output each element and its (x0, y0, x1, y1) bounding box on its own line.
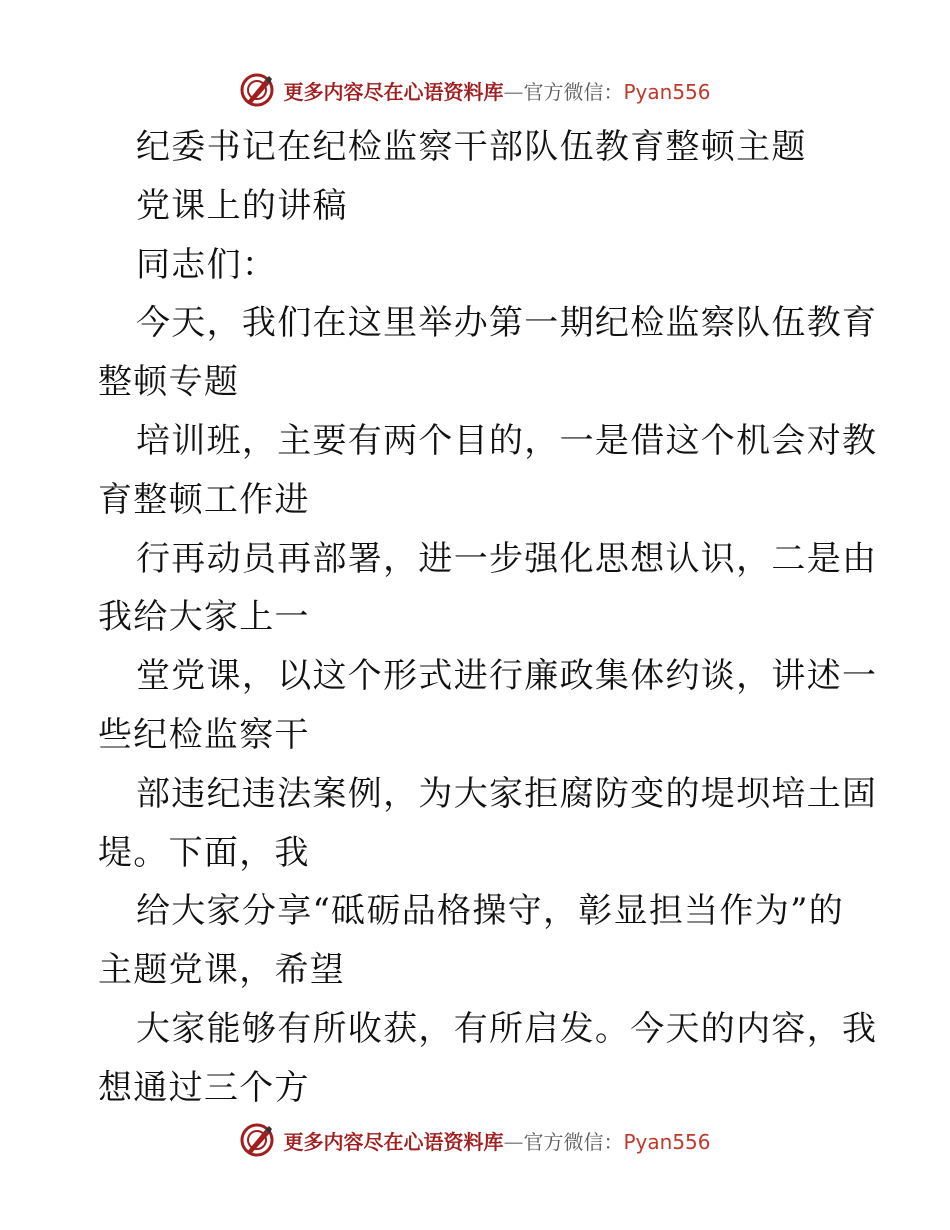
text-line: 主题党课，希望 (98, 950, 346, 991)
text-line: 党课上的讲稿 (136, 185, 348, 226)
text-line: 我给大家上一 (98, 597, 310, 638)
banner-dash: — (503, 1129, 524, 1154)
banner-brand: 更多内容尽在心语资料库 (283, 1129, 504, 1154)
text-line: 纪委书记在纪检监察干部队伍教育整顿主题 (136, 127, 807, 167)
banner-wechat-id: Pyan556 (623, 1129, 711, 1154)
banner-wechat-label: 官方微信： (523, 79, 624, 104)
text-line: 今天，我们在这里举办第一期纪检监察队伍教育 (136, 303, 878, 344)
text-line: 大家能够有所收获，有所启发。今天的内容，我 (136, 1008, 878, 1049)
banner-wechat-label: 官方微信： (523, 1129, 624, 1154)
text-line: 整顿专题 (98, 362, 240, 403)
text-line: 育整顿工作进 (98, 479, 310, 520)
text-line: 给大家分享“砥砺品格操守，彰显担当作为”的 (136, 891, 845, 932)
text-line: 些纪检监察干 (98, 714, 310, 755)
footer-banner (0, 1118, 950, 1162)
banner-text (283, 76, 710, 105)
text-line: 培训班，主要有两个目的，一是借这个机会对教 (136, 420, 878, 461)
text-line: 部违纪违法案例，为大家拒腐防变的堤坝培土固 (136, 773, 878, 814)
pen-circle-logo-icon (239, 1122, 275, 1158)
banner-brand: 更多内容尽在心语资料库 (283, 79, 504, 104)
pen-circle-logo-icon (239, 72, 275, 108)
text-line: 想通过三个方 (98, 1067, 310, 1108)
banner-dash: — (503, 79, 524, 104)
banner-text (283, 1126, 710, 1155)
text-line: 堤。下面，我 (98, 832, 310, 873)
document-body (98, 118, 878, 1118)
text-line: 同志们： (136, 244, 278, 285)
banner-wechat-id: Pyan556 (623, 79, 711, 104)
text-line: 堂党课，以这个形式进行廉政集体约谈，讲述一 (136, 656, 878, 697)
text-line: 行再动员再部署，进一步强化思想认识，二是由 (136, 538, 878, 579)
header-banner (0, 68, 950, 112)
